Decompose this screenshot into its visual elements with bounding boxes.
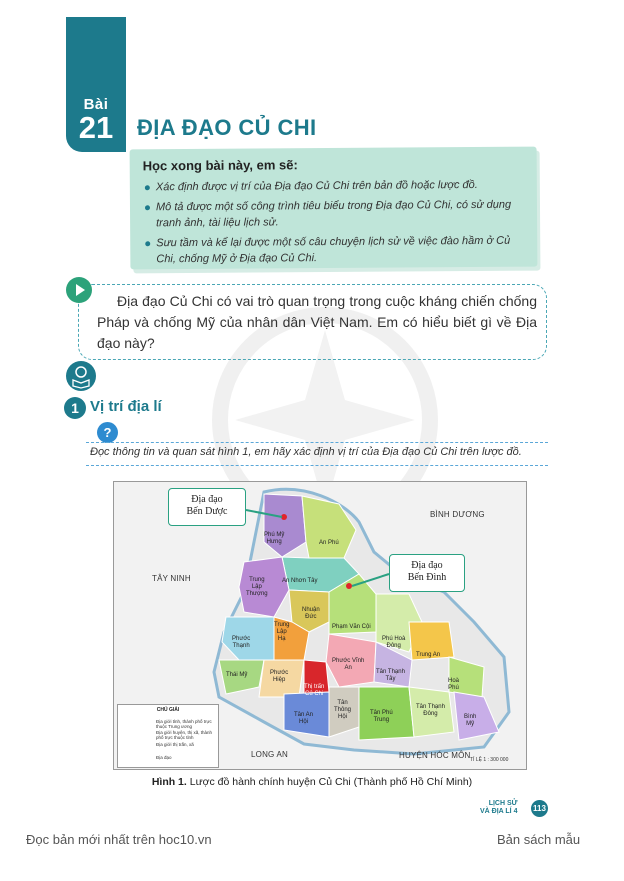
lesson-badge — [66, 90, 126, 152]
region-label-hoc-mon: HUYỆN HÓC MÔN — [399, 751, 471, 760]
subject-line2: VÀ ĐỊA LÍ 4 — [480, 808, 518, 815]
region-label-tay-ninh: TÂY NINH — [152, 574, 191, 583]
question-bar — [86, 442, 548, 466]
commune-label: Thị trấn Củ Chi — [304, 684, 325, 697]
commune-label: Phú Hoà Đông — [382, 636, 406, 649]
commune-label: Trung An — [416, 652, 441, 658]
legend-row: Địa đạo — [156, 755, 172, 760]
region-label-long-an: LONG AN — [251, 750, 288, 759]
commune-label: An Phú — [319, 540, 339, 546]
map-legend — [117, 704, 219, 768]
question-text: Đọc thông tin và quan sát hình 1, em hãy xác định vị trí của Địa đạo Củ Chi trên lược đồ. — [90, 446, 522, 458]
commune-label: Phước Hiệp — [270, 670, 289, 683]
cu-chi-map — [113, 481, 527, 770]
lesson-label: Bài — [83, 96, 109, 113]
figure-caption — [0, 776, 624, 788]
legend-row: Địa giới tỉnh, thành phố trực thuộc Trung ương — [156, 719, 212, 729]
footer-right: Bản sách mẫu — [497, 832, 581, 847]
map-scale: TỈ LỆ 1 : 300 000 — [470, 757, 509, 763]
page-number: 113 — [531, 800, 548, 817]
callout-ben-duoc: Địa đạo Bến Dược — [168, 488, 246, 526]
book-lightbulb-icon — [66, 361, 96, 391]
commune-label: Tân Phú Trung — [370, 710, 393, 723]
subject-mark — [480, 800, 517, 816]
commune-label: Tân An Hội — [294, 712, 314, 725]
commune-label: Phước Vĩnh An — [332, 658, 365, 671]
section-title: Vị trí địa lí — [90, 398, 162, 415]
callout-ben-dinh: Địa đạo Bến Đình — [389, 554, 465, 592]
commune-label: An Nhơn Tây — [282, 578, 318, 584]
tunnel-ben-dinh-dot — [346, 583, 352, 589]
commune-label: Hoà Phú — [448, 678, 460, 691]
commune-label: Thái Mỹ — [226, 672, 248, 678]
play-icon[interactable] — [66, 277, 92, 303]
intro-box — [78, 284, 547, 360]
commune-label: Tân Thạnh Tây — [376, 669, 405, 682]
commune-label: Tân Thông Hội — [334, 700, 352, 720]
objective-item: Sưu tầm và kể lại được một số câu chuyện lịch sử về việc đào hầm ở Củ Chi, chống Mỹ ở Địa đạo Củ Chi. — [144, 233, 529, 268]
legend-title: CHÚ GIẢI — [156, 707, 180, 713]
lesson-number: 21 — [78, 110, 114, 145]
commune-label: Phạm Văn Cội — [332, 624, 371, 630]
lesson-title: ĐỊA ĐẠO CỦ CHI — [137, 115, 317, 140]
objective-item: Mô tả được một số công trình tiêu biểu trong Địa đạo Củ Chi, có sử dụng tranh ảnh, tài liệu lịch sử. — [144, 197, 529, 232]
objectives-list — [144, 177, 530, 272]
legend-row: Địa giới thị trấn, xã — [156, 742, 194, 747]
commune-label: Nhuận Đức — [302, 607, 320, 620]
caption-text: Lược đồ hành chính huyện Củ Chi (Thành phố Hồ Chí Minh) — [189, 776, 473, 788]
commune-label: Trung Lập Hạ — [274, 622, 290, 642]
subject-line1: LỊCH SỬ — [488, 800, 518, 807]
region-an-phu — [302, 496, 356, 558]
commune-label: Trung Lập Thượng — [246, 577, 268, 597]
objectives-box — [130, 147, 538, 270]
objective-item: Xác định được vị trí của Địa đạo Củ Chi trên bản đồ hoặc lược đồ. — [144, 177, 529, 196]
footer-left: Đọc bản mới nhất trên hoc10.vn — [26, 832, 212, 847]
commune-label: Phước Thạnh — [232, 636, 251, 649]
commune-label: Tân Thạnh Đông — [416, 704, 445, 717]
region-label-binh-duong: BÌNH DƯƠNG — [430, 510, 485, 519]
caption-label: Hình 1. — [151, 776, 187, 788]
commune-label: Phú Mỹ Hưng — [264, 532, 285, 545]
objectives-heading: Học xong bài này, em sẽ: — [142, 157, 298, 174]
legend-row: Địa giới huyện, thị xã, thành phố trực thuộc tỉnh — [156, 730, 212, 740]
question-icon: ? — [97, 422, 118, 443]
intro-text: Địa đạo Củ Chi có vai trò quan trọng trong cuộc kháng chiến chống Pháp và chống Mỹ của nhân dân Việt Nam. Em có hiểu biết gì về Địa đạo này? — [97, 293, 537, 351]
commune-label: Bình Mỹ — [464, 714, 477, 727]
section-number: 1 — [64, 397, 86, 419]
